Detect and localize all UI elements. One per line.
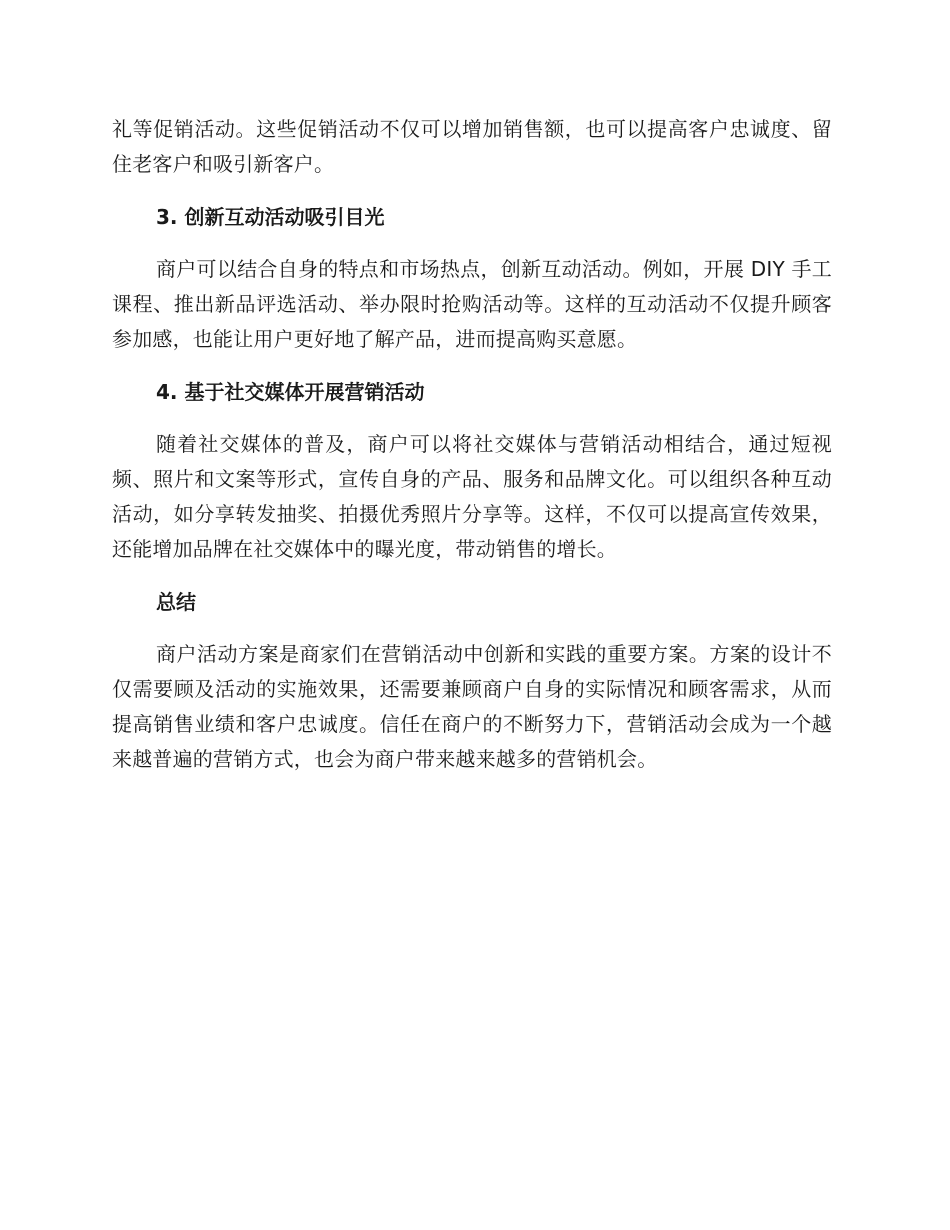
document-page: [112, 112, 832, 777]
summary-paragraph: 商户活动方案是商家们在营销活动中创新和实践的重要方案。方案的设计不仅需要顾及活动的实施效果，还需要兼顾商户自身的实际情况和顾客需求，从而提高销售业绩和客户忠诚度。信任在商户的不断努力下，营销活动会成为一个越来越普遍的营销方式，也会为商户带来越来越多的营销机会。: [112, 642, 832, 771]
summary-heading: 总结: [156, 590, 196, 614]
intro-continuation-paragraph: 礼等促销活动。这些促销活动不仅可以增加销售额，也可以提高客户忠诚度、留住老客户和吸引新客户。: [112, 117, 832, 176]
section-4-paragraph: 随着社交媒体的普及，商户可以将社交媒体与营销活动相结合，通过短视频、照片和文案等形式，宣传自身的产品、服务和品牌文化。可以组织各种互动活动，如分享转发抽奖、拍摄优秀照片分享等。这样，不仅可以提高宣传效果，还能增加品牌在社交媒体中的曝光度，带动销售的增长。: [112, 432, 832, 561]
section-4-heading: 4. 基于社交媒体开展营销活动: [156, 380, 425, 404]
section-3-paragraph: 商户可以结合自身的特点和市场热点，创新互动活动。例如，开展 DIY 手工课程、推出新品评选活动、举办限时抢购活动等。这样的互动活动不仅提升顾客参加感，也能让用户更好地了解产品，进而提高购买意愿。: [112, 257, 832, 351]
section-3-heading: 3. 创新互动活动吸引目光: [156, 205, 385, 229]
